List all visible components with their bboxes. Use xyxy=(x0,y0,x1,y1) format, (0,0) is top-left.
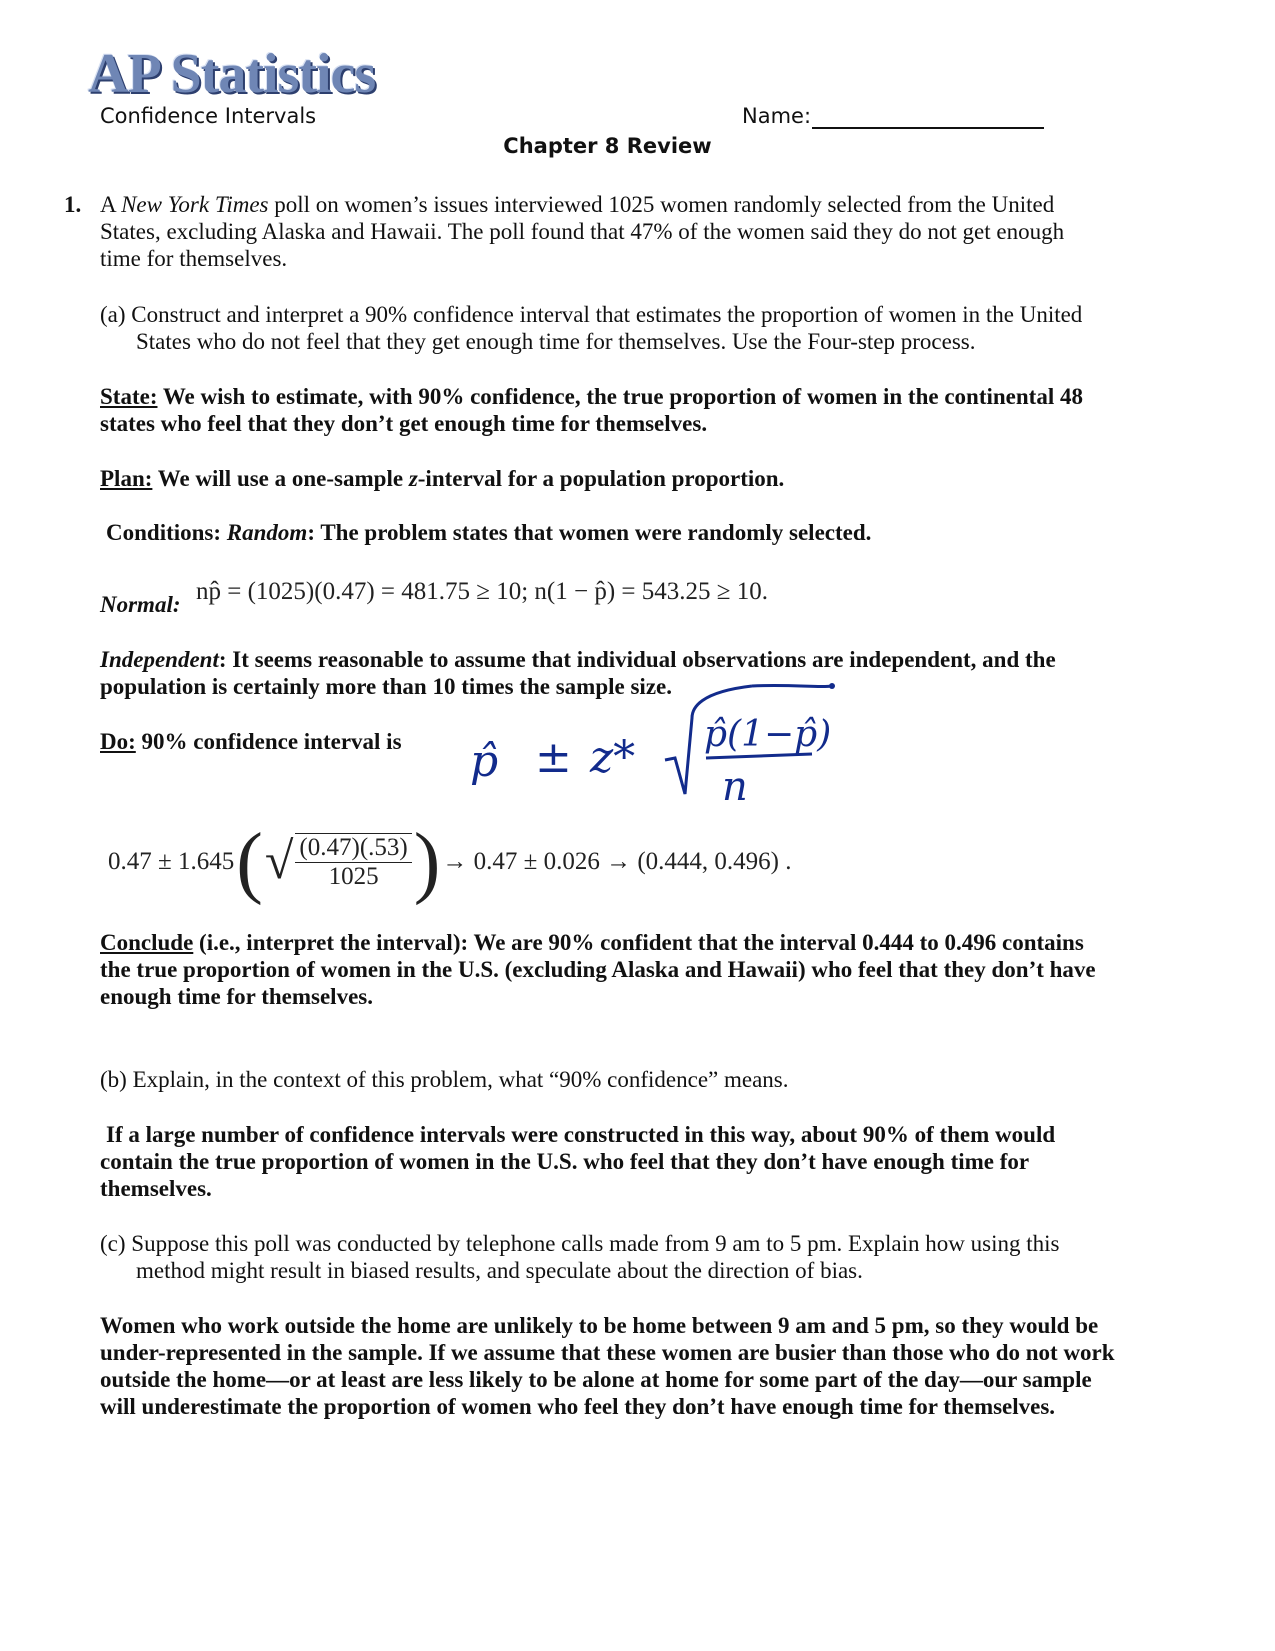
conclude-label: Conclude xyxy=(100,930,194,955)
question-intro xyxy=(100,191,1110,272)
do-label: Do: xyxy=(100,729,136,754)
conditions-label: Conditions: xyxy=(106,520,227,545)
conditions-random xyxy=(106,519,871,546)
part-a-prompt: (a) Construct and interpret a 90% confidence interval that estimates the proportion of women in the United States who do not feel that they get enough time for themselves. Use the Four-step process. xyxy=(100,302,1083,354)
left-paren: ( xyxy=(236,818,263,906)
plan-z: z xyxy=(408,466,418,491)
independent-label: Independent xyxy=(100,647,219,672)
sqrt-sign: √ xyxy=(264,833,294,890)
normal-label-text: Normal: xyxy=(100,592,181,617)
chapter-title xyxy=(0,134,1275,158)
normal-label xyxy=(100,591,181,618)
state-label: State: xyxy=(100,384,158,409)
part-c-prompt: (c) Suppose this poll was conducted by telephone calls made from 9 am to 5 pm. Explain how using this method might result in biased results, and speculate about the direction of bias. xyxy=(100,1231,1060,1283)
calc-denominator: 1025 xyxy=(328,863,379,890)
calc-numerator: (0.47)(.53) xyxy=(295,834,411,863)
plan-answer xyxy=(100,465,1120,492)
subject-label: Confidence Intervals xyxy=(100,104,317,128)
conclude-text: (i.e., interpret the interval): We are 90% confident that the interval 0.444 to 0.496 contains the true proportion of women in the U.S. (excluding Alaska and Hawaii) who feel that they don’t have enough time for themselves. xyxy=(100,930,1096,1009)
do-line xyxy=(100,728,402,755)
intro-pre: A xyxy=(100,192,122,217)
state-answer xyxy=(100,383,1120,437)
calc-lead: 0.47 ± 1.645 xyxy=(108,848,235,875)
part-b-answer: If a large number of confidence intervals were constructed in this way, about 90% of them would contain the true proportion of women in the U.S. who feel that they don’t have enough time for themselves. xyxy=(100,1122,1056,1201)
ink-dot xyxy=(829,683,835,689)
hand-plus-minus: ± xyxy=(535,732,572,783)
right-paren: ) xyxy=(413,818,441,906)
name-label: Name: xyxy=(742,104,812,128)
hand-numerator: p̂(1−p̂) xyxy=(704,714,832,755)
normal-formula: np̂ = (1025)(0.47) = 481.75 ≥ 10; n(1 − p̂) = 543.25 ≥ 10. xyxy=(196,578,768,605)
hand-z-star: z* xyxy=(590,732,636,783)
state-text: We wish to estimate, with 90% confidence, the true proportion of women in the continental 48 states who feel that they don’t get enough time for themselves. xyxy=(100,384,1083,436)
hand-p-hat: p̂ xyxy=(470,736,499,787)
part-c-answer: Women who work outside the home are unlikely to be home between 9 am and 5 pm, so they would be under-represented in the sample. If we assume that these women are busier than those who do not work outside the home—or at least are less likely to be alone at home for some part of the day—our sample will underestimate the proportion of women who feel they don’t have enough time for themselves. xyxy=(100,1313,1115,1419)
plan-text-pre: We will use a one-sample xyxy=(152,466,409,491)
handwritten-formula xyxy=(460,678,850,808)
random-text: : The problem states that women were randomly selected. xyxy=(307,520,872,545)
brand-logo: AP Statistics xyxy=(88,43,376,105)
chapter-title-text: Chapter 8 Review xyxy=(503,134,712,158)
part-b-prompt: (b) Explain, in the context of this problem, what “90% confidence” means. xyxy=(100,1067,789,1092)
calc-fraction xyxy=(295,833,411,891)
hand-denominator: n xyxy=(722,764,748,808)
random-label: Random xyxy=(226,520,308,545)
plan-label: Plan: xyxy=(100,466,153,491)
ci-calculation xyxy=(108,812,792,912)
name-blank-line xyxy=(812,127,1044,129)
do-text: 90% confidence interval is xyxy=(135,729,402,754)
sqrt-overline xyxy=(752,685,832,686)
conclude-answer xyxy=(100,929,1120,1010)
newspaper-name: New York Times xyxy=(121,192,269,217)
independent-text: : It seems reasonable to assume that individual observations are independent, and the population is certainly more than 10 times the sample size. xyxy=(100,647,1056,699)
intro-post: poll on women’s issues interviewed 1025 women randomly selected from the United States, excluding Alaska and Hawaii. The poll found that 47% of the women said they do not get enough time for themselves. xyxy=(100,192,1065,271)
question-number: 1. xyxy=(64,192,82,217)
calc-result: → 0.47 ± 0.026 → (0.444, 0.496) . xyxy=(442,848,792,875)
plan-text-post: -interval for a population proportion. xyxy=(417,466,785,491)
